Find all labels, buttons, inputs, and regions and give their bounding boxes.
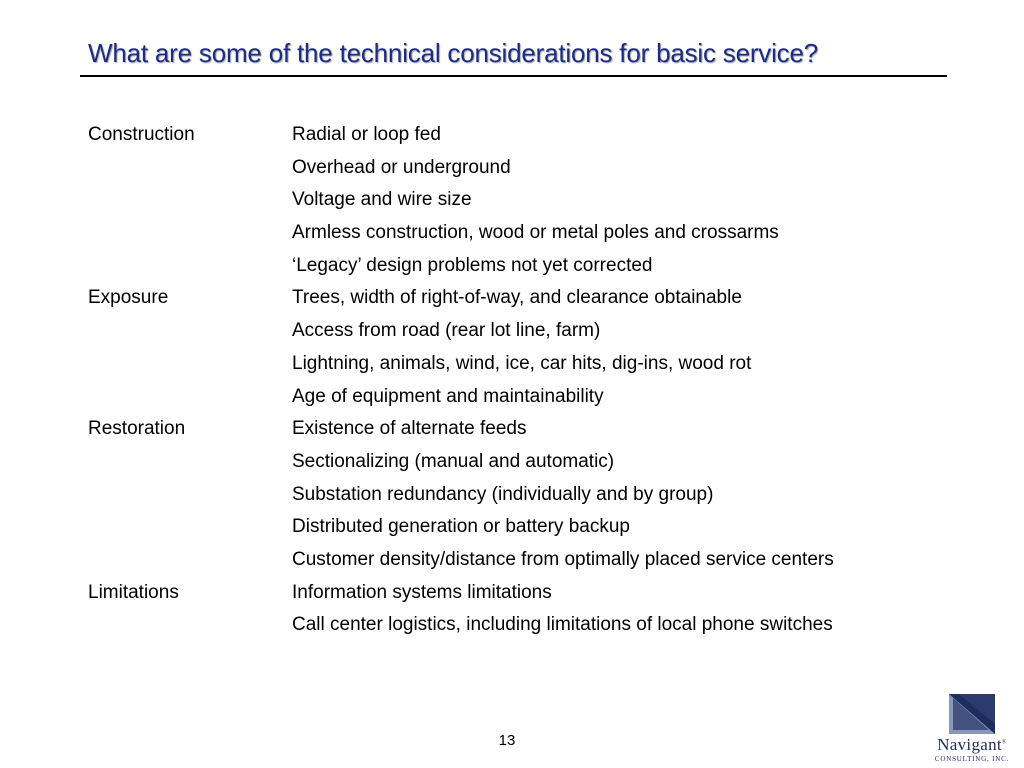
consideration-item: Armless construction, wood or metal poles and crossarms — [292, 222, 779, 244]
consideration-item: Distributed generation or battery backup — [292, 516, 630, 538]
consideration-item: Call center logistics, including limitations of local phone switches — [292, 614, 833, 636]
consideration-row — [88, 353, 968, 386]
title-divider — [80, 75, 947, 77]
page-number: 13 — [498, 732, 516, 749]
consideration-row — [88, 451, 968, 484]
considerations-list — [88, 124, 968, 647]
logo-subtitle: CONSULTING, INC. — [934, 755, 1010, 763]
consideration-row — [88, 516, 968, 549]
slide-title: What are some of the technical considerations for basic service? — [88, 38, 819, 68]
consideration-item: Lightning, animals, wind, ice, car hits, dig-ins, wood rot — [292, 352, 752, 374]
navigant-logo-icon — [949, 694, 995, 734]
consideration-item: Substation redundancy (individually and by group) — [292, 483, 714, 505]
consideration-item: Overhead or underground — [292, 156, 511, 178]
consideration-row — [88, 549, 968, 582]
consideration-item: Existence of alternate feeds — [292, 418, 527, 440]
logo-name-text: Navigant — [937, 735, 1002, 754]
consideration-item: Trees, width of right-of-way, and clearance obtainable — [292, 287, 742, 309]
consideration-item: Access from road (rear lot line, farm) — [292, 320, 601, 342]
consideration-row — [88, 255, 968, 288]
logo-trademark: ® — [1001, 739, 1007, 746]
consideration-row — [88, 287, 968, 320]
consideration-row — [88, 484, 968, 517]
consideration-row — [88, 124, 968, 157]
navigant-logo — [922, 694, 1022, 764]
consideration-item: ‘Legacy’ design problems not yet corrected — [292, 254, 653, 276]
consideration-item: Information systems limitations — [292, 581, 552, 603]
consideration-item: Radial or loop fed — [292, 124, 441, 145]
consideration-item: Customer density/distance from optimally placed service centers — [292, 548, 834, 570]
consideration-row — [88, 222, 968, 255]
category-label: Limitations — [88, 581, 179, 603]
category-label: Construction — [88, 124, 195, 145]
consideration-item: Sectionalizing (manual and automatic) — [292, 450, 615, 472]
logo-wordmark — [922, 735, 1022, 755]
consideration-row — [88, 189, 968, 222]
consideration-row — [88, 386, 968, 419]
consideration-row — [88, 418, 968, 451]
consideration-row — [88, 320, 968, 353]
consideration-row — [88, 614, 968, 647]
category-label: Exposure — [88, 287, 169, 309]
consideration-item: Voltage and wire size — [292, 189, 472, 211]
consideration-item: Age of equipment and maintainability — [292, 385, 604, 407]
consideration-row — [88, 582, 968, 615]
consideration-row — [88, 157, 968, 190]
category-label: Restoration — [88, 418, 186, 440]
